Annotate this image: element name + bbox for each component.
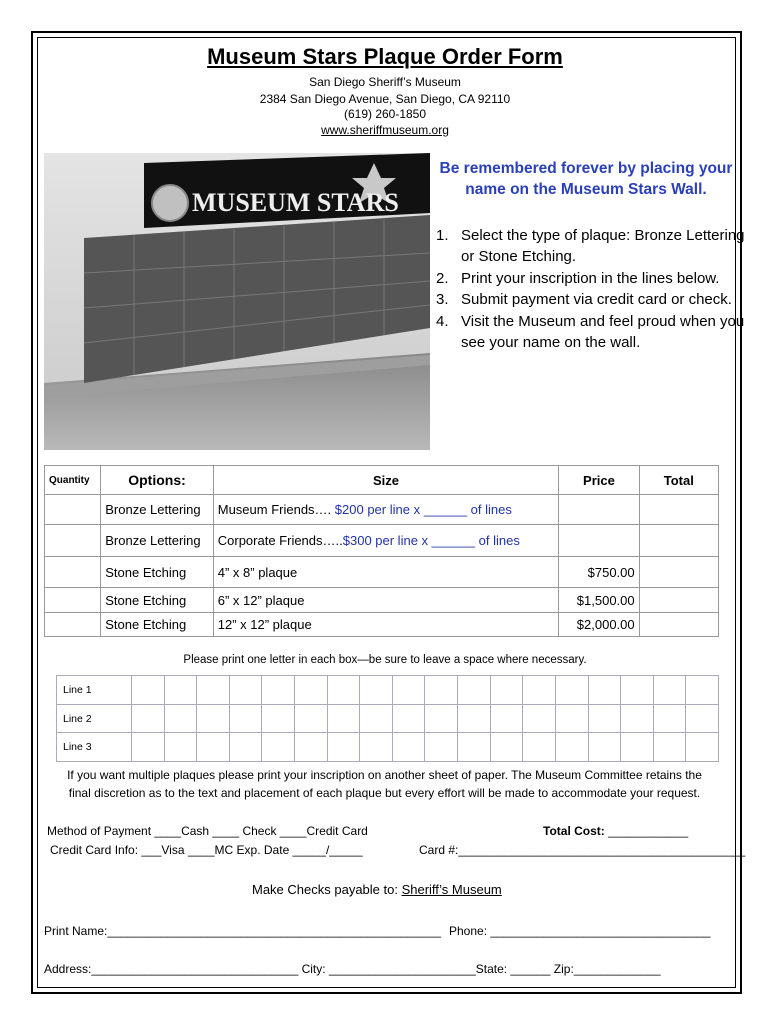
table-row: Stone Etching 12” x 12” plaque $2,000.00	[45, 613, 719, 637]
phone-field[interactable]: Phone: _________________________________	[449, 924, 711, 938]
letter-box[interactable]	[621, 733, 654, 762]
letter-box[interactable]	[132, 733, 165, 762]
org-website-link[interactable]: www.sheriffmuseum.org	[321, 123, 449, 137]
instruction-steps	[436, 225, 746, 353]
checks-payable: Make Checks payable to: Sheriff’s Museum	[252, 882, 502, 897]
letter-box[interactable]	[164, 704, 197, 733]
letter-box[interactable]	[555, 733, 588, 762]
form-title: Museum Stars Plaque Order Form	[207, 44, 563, 69]
letter-box[interactable]	[327, 704, 360, 733]
letter-box[interactable]	[523, 676, 556, 705]
letter-box[interactable]	[555, 704, 588, 733]
total-cell[interactable]	[639, 525, 718, 557]
letter-box[interactable]	[295, 733, 328, 762]
letter-box[interactable]	[197, 704, 230, 733]
line-label: Line 2	[57, 704, 132, 733]
letter-box[interactable]	[132, 704, 165, 733]
letter-box[interactable]	[686, 704, 719, 733]
letter-box[interactable]	[360, 704, 393, 733]
total-cost[interactable]: Total Cost: ____________	[543, 824, 689, 838]
org-name: San Diego Sheriff’s Museum	[309, 75, 461, 89]
letter-box[interactable]	[327, 733, 360, 762]
letter-box[interactable]	[621, 676, 654, 705]
letter-box[interactable]	[262, 676, 295, 705]
letter-box[interactable]	[686, 676, 719, 705]
payment-method[interactable]: Method of Payment ____Cash ____ Check ____Credit Card	[47, 824, 368, 838]
letter-box[interactable]	[425, 676, 458, 705]
inscription-note: Please print one letter in each box—be sure to leave a space where necessary.	[183, 654, 587, 666]
letter-box[interactable]	[327, 676, 360, 705]
museum-stars-wall-photo	[44, 153, 430, 450]
letter-box[interactable]	[523, 704, 556, 733]
letter-box[interactable]	[555, 676, 588, 705]
letter-box[interactable]	[425, 733, 458, 762]
letter-box[interactable]	[229, 704, 262, 733]
letter-box[interactable]	[229, 676, 262, 705]
letter-box[interactable]	[262, 704, 295, 733]
print-name-field[interactable]: Print Name:__________________________________________________	[44, 924, 442, 938]
letter-box[interactable]	[360, 733, 393, 762]
quantity-cell[interactable]	[45, 557, 101, 588]
letter-box[interactable]	[360, 676, 393, 705]
letter-box[interactable]	[295, 704, 328, 733]
inscription-line	[57, 704, 719, 733]
letter-box[interactable]	[132, 676, 165, 705]
col-quantity: Quantity	[45, 466, 101, 495]
inscription-grid	[56, 675, 719, 762]
letter-box[interactable]	[588, 676, 621, 705]
letter-box[interactable]	[653, 733, 686, 762]
intro-callout	[433, 158, 739, 200]
letter-box[interactable]	[392, 704, 425, 733]
table-row: Bronze Lettering Corporate Friends…..$300 per line x ______ of lines	[45, 525, 719, 557]
letter-box[interactable]	[197, 733, 230, 762]
step-item: 2. Print your inscription in the lines below.	[436, 269, 720, 287]
quantity-cell[interactable]	[45, 588, 101, 613]
intro-line-2: name on the Museum Stars Wall.	[465, 181, 707, 198]
credit-card-info[interactable]: Credit Card Info: ___Visa ____MC Exp. Date _____/_____	[50, 843, 363, 857]
plaque-options-table	[44, 465, 719, 637]
total-cell[interactable]	[639, 495, 718, 525]
col-total: Total	[639, 466, 718, 495]
col-price: Price	[559, 466, 639, 495]
letter-box[interactable]	[262, 733, 295, 762]
letter-box[interactable]	[621, 704, 654, 733]
letter-box[interactable]	[458, 676, 491, 705]
line-label: Line 1	[57, 676, 132, 705]
letter-box[interactable]	[490, 676, 523, 705]
letter-box[interactable]	[490, 733, 523, 762]
letter-box[interactable]	[392, 733, 425, 762]
total-cell[interactable]	[639, 588, 718, 613]
total-cell[interactable]	[639, 557, 718, 588]
intro-line-1: Be remembered forever by placing your	[439, 160, 733, 177]
quantity-cell[interactable]	[45, 525, 101, 557]
letter-box[interactable]	[523, 733, 556, 762]
inscription-line	[57, 733, 719, 762]
step-item: 3. Submit payment via credit card or check.	[436, 291, 732, 309]
letter-box[interactable]	[653, 676, 686, 705]
photo-sign-text: MUSEUM STARS	[192, 188, 399, 217]
table-row: Stone Etching 4” x 8” plaque $750.00	[45, 557, 719, 588]
letter-box[interactable]	[425, 704, 458, 733]
step-item: 4. Visit the Museum and feel proud when you see your name on the wall.	[436, 312, 745, 352]
inscription-line	[57, 676, 719, 705]
letter-box[interactable]	[295, 676, 328, 705]
letter-box[interactable]	[653, 704, 686, 733]
col-options: Options:	[101, 466, 214, 495]
letter-box[interactable]	[164, 733, 197, 762]
letter-box[interactable]	[392, 676, 425, 705]
col-size: Size	[213, 466, 559, 495]
step-item: 1. Select the type of plaque: Bronze Lettering or Stone Etching.	[436, 227, 745, 266]
letter-box[interactable]	[490, 704, 523, 733]
line-label: Line 3	[57, 733, 132, 762]
total-cell[interactable]	[639, 613, 718, 637]
table-row: Bronze Lettering Museum Friends…. $200 per line x ______ of lines	[45, 495, 719, 525]
letter-box[interactable]	[197, 676, 230, 705]
disclaimer: If you want multiple plaques please print your inscription on another sheet of paper. The Museum Committee retains the final discretion as to the text and placement of each plaque but every effort will be made to accommodate your request.	[67, 768, 702, 800]
address-field[interactable]: Address:_______________________________ City: ______________________State: ______ Zip:_____________	[44, 962, 661, 976]
letter-box[interactable]	[164, 676, 197, 705]
org-phone: (619) 260-1850	[343, 107, 427, 121]
org-address: 2384 San Diego Avenue, San Diego, CA 92110	[259, 92, 511, 106]
letter-box[interactable]	[458, 733, 491, 762]
letter-box[interactable]	[686, 733, 719, 762]
quantity-cell[interactable]	[45, 495, 101, 525]
card-number-field[interactable]: Card #:___________________________________________	[419, 843, 746, 857]
letter-box[interactable]	[458, 704, 491, 733]
letter-box[interactable]	[229, 733, 262, 762]
quantity-cell[interactable]	[45, 613, 101, 637]
letter-box[interactable]	[588, 704, 621, 733]
table-row: Stone Etching 6” x 12” plaque $1,500.00	[45, 588, 719, 613]
letter-box[interactable]	[588, 733, 621, 762]
